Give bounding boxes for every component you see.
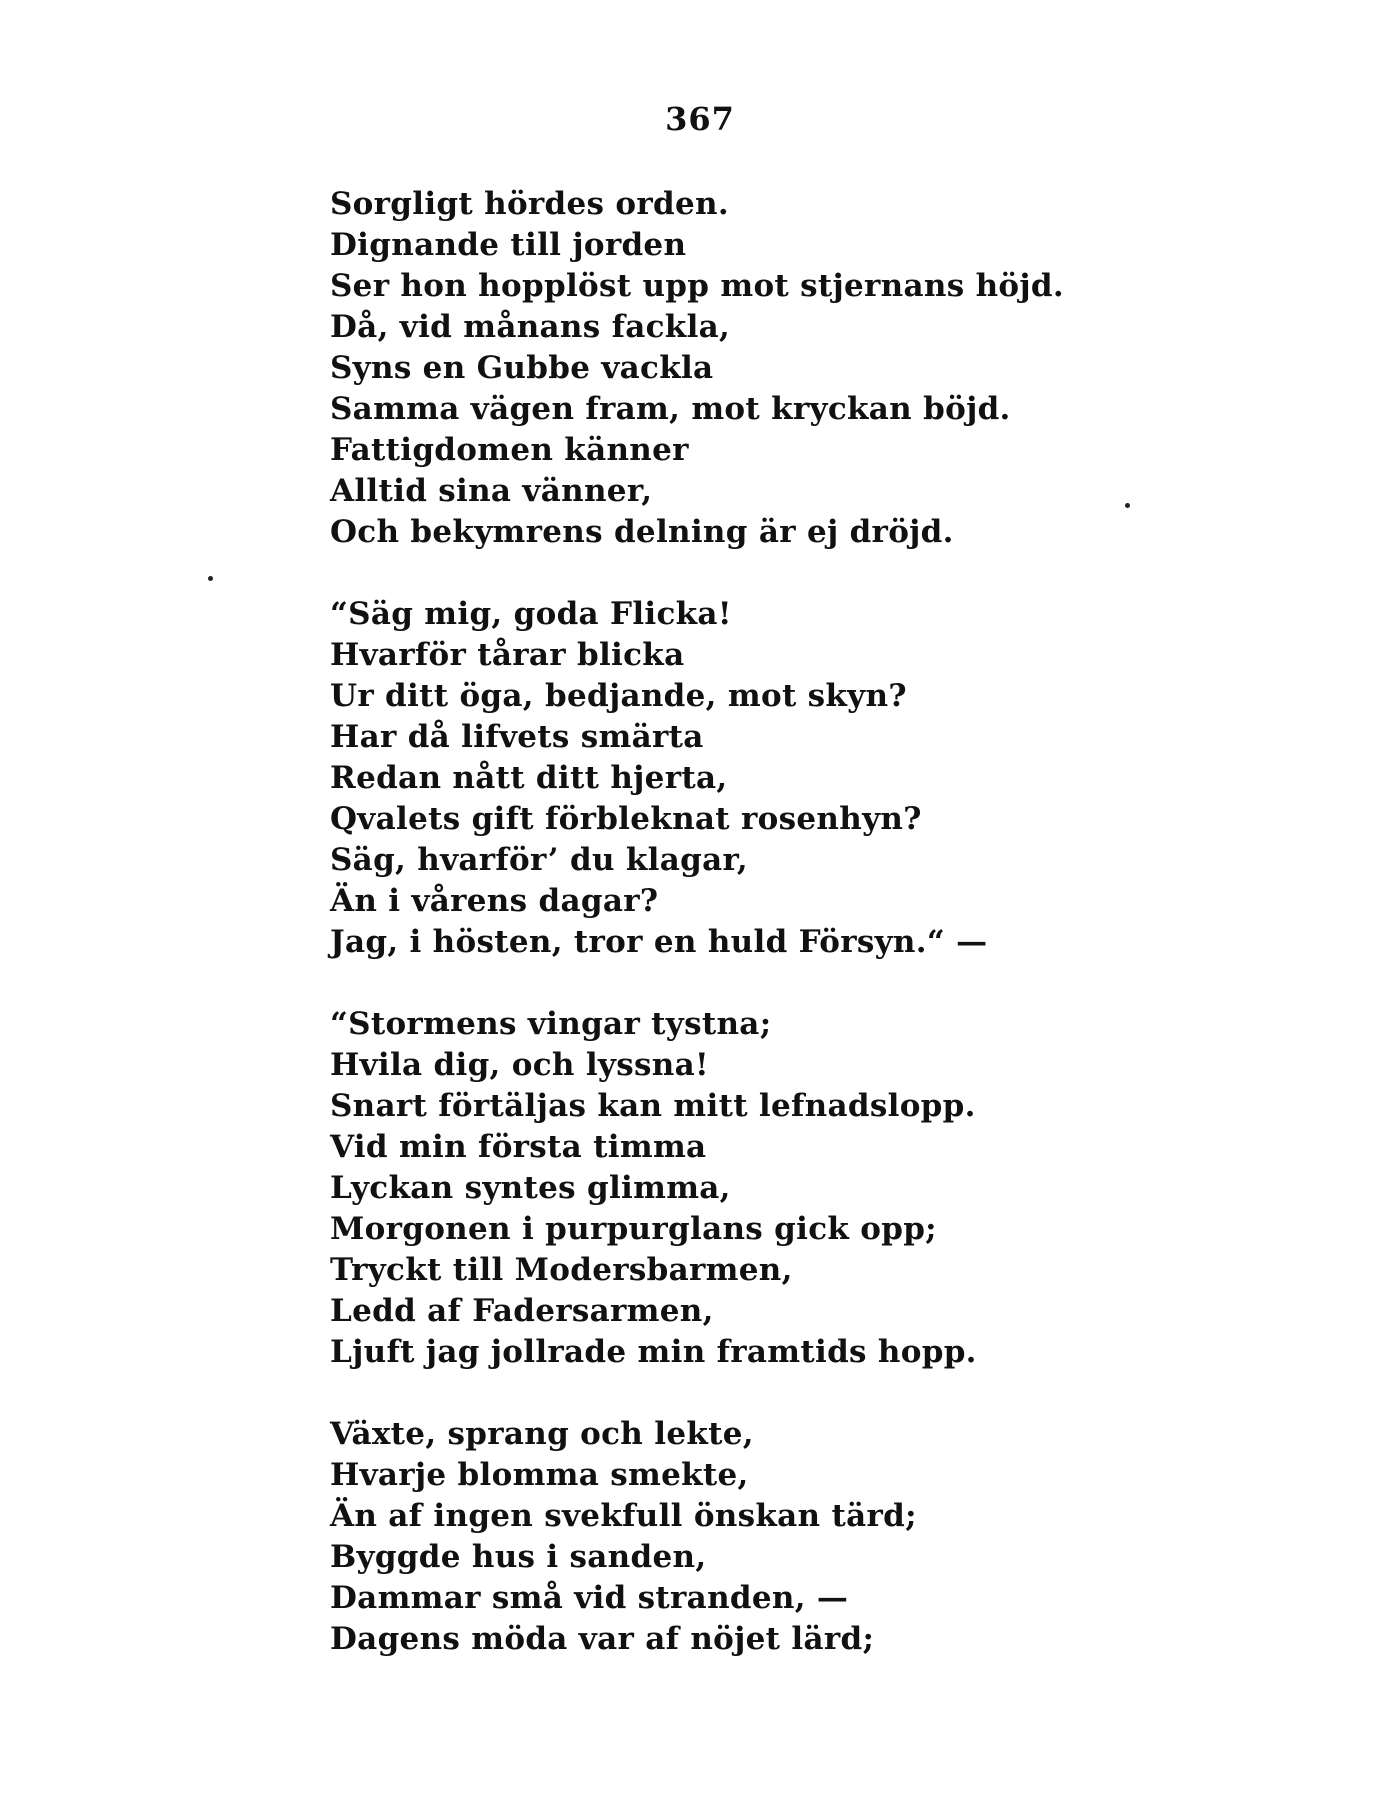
verse-line: Dignande till jorden xyxy=(330,227,687,263)
verse-line: Sorgligt hördes orden. xyxy=(330,186,729,222)
verse-line: Ur ditt öga, bedjande, mot skyn? xyxy=(330,678,907,714)
verse-line: Då, vid månans fackla, xyxy=(330,309,731,345)
verse-line: Ljuft jag jollrade min framtids hopp. xyxy=(330,1334,977,1370)
verse-line: Hvarje blomma smekte, xyxy=(330,1457,749,1493)
verse-line: Lyckan syntes glimma, xyxy=(330,1170,731,1206)
verse-line: Tryckt till Modersbarmen, xyxy=(330,1252,793,1288)
poem-text xyxy=(330,184,1330,1701)
verse-line: Redan nått ditt hjerta, xyxy=(330,760,728,796)
page-number: 367 xyxy=(665,100,735,138)
verse-line: Har då lifvets smärta xyxy=(330,719,704,755)
print-speck xyxy=(208,576,213,581)
verse-line: Dagens möda var af nöjet lärd; xyxy=(330,1621,875,1657)
verse-line: “Stormens vingar tystna; xyxy=(330,1006,772,1042)
verse-line: Fattigdomen känner xyxy=(330,432,689,468)
stanza-2 xyxy=(330,594,1330,963)
stanza-1 xyxy=(330,184,1330,553)
verse-line: Än af ingen svekfull önskan tärd; xyxy=(330,1498,917,1534)
verse-line: Hvila dig, och lyssna! xyxy=(330,1047,709,1083)
verse-line: Säg, hvarför’ du klagar, xyxy=(330,842,748,878)
verse-line: Ledd af Fadersarmen, xyxy=(330,1293,714,1329)
verse-line: Vid min första timma xyxy=(330,1129,707,1165)
stanza-3 xyxy=(330,1004,1330,1373)
verse-line: Alltid sina vänner, xyxy=(330,473,653,509)
verse-line: “Säg mig, goda Flicka! xyxy=(330,596,732,632)
verse-line: Byggde hus i sanden, xyxy=(330,1539,707,1575)
verse-line: Syns en Gubbe vackla xyxy=(330,350,714,386)
print-speck xyxy=(1125,503,1130,508)
verse-line: Hvarför tårar blicka xyxy=(330,637,685,673)
verse-line: Växte, sprang och lekte, xyxy=(330,1416,754,1452)
verse-line: Dammar små vid stranden, — xyxy=(330,1580,849,1616)
verse-line: Och bekymrens delning är ej dröjd. xyxy=(330,514,954,550)
verse-line: Jag, i hösten, tror en huld Försyn.“ — xyxy=(330,924,988,960)
verse-line: Morgonen i purpurglans gick opp; xyxy=(330,1211,937,1247)
verse-line: Samma vägen fram, mot kryckan böjd. xyxy=(330,391,1011,427)
verse-line: Ser hon hopplöst upp mot stjernans höjd. xyxy=(330,268,1064,304)
verse-line: Snart förtäljas kan mitt lefnadslopp. xyxy=(330,1088,976,1124)
stanza-4 xyxy=(330,1414,1330,1660)
verse-line: Qvalets gift förbleknat rosenhyn? xyxy=(330,801,922,837)
verse-line: Än i vårens dagar? xyxy=(330,883,659,919)
